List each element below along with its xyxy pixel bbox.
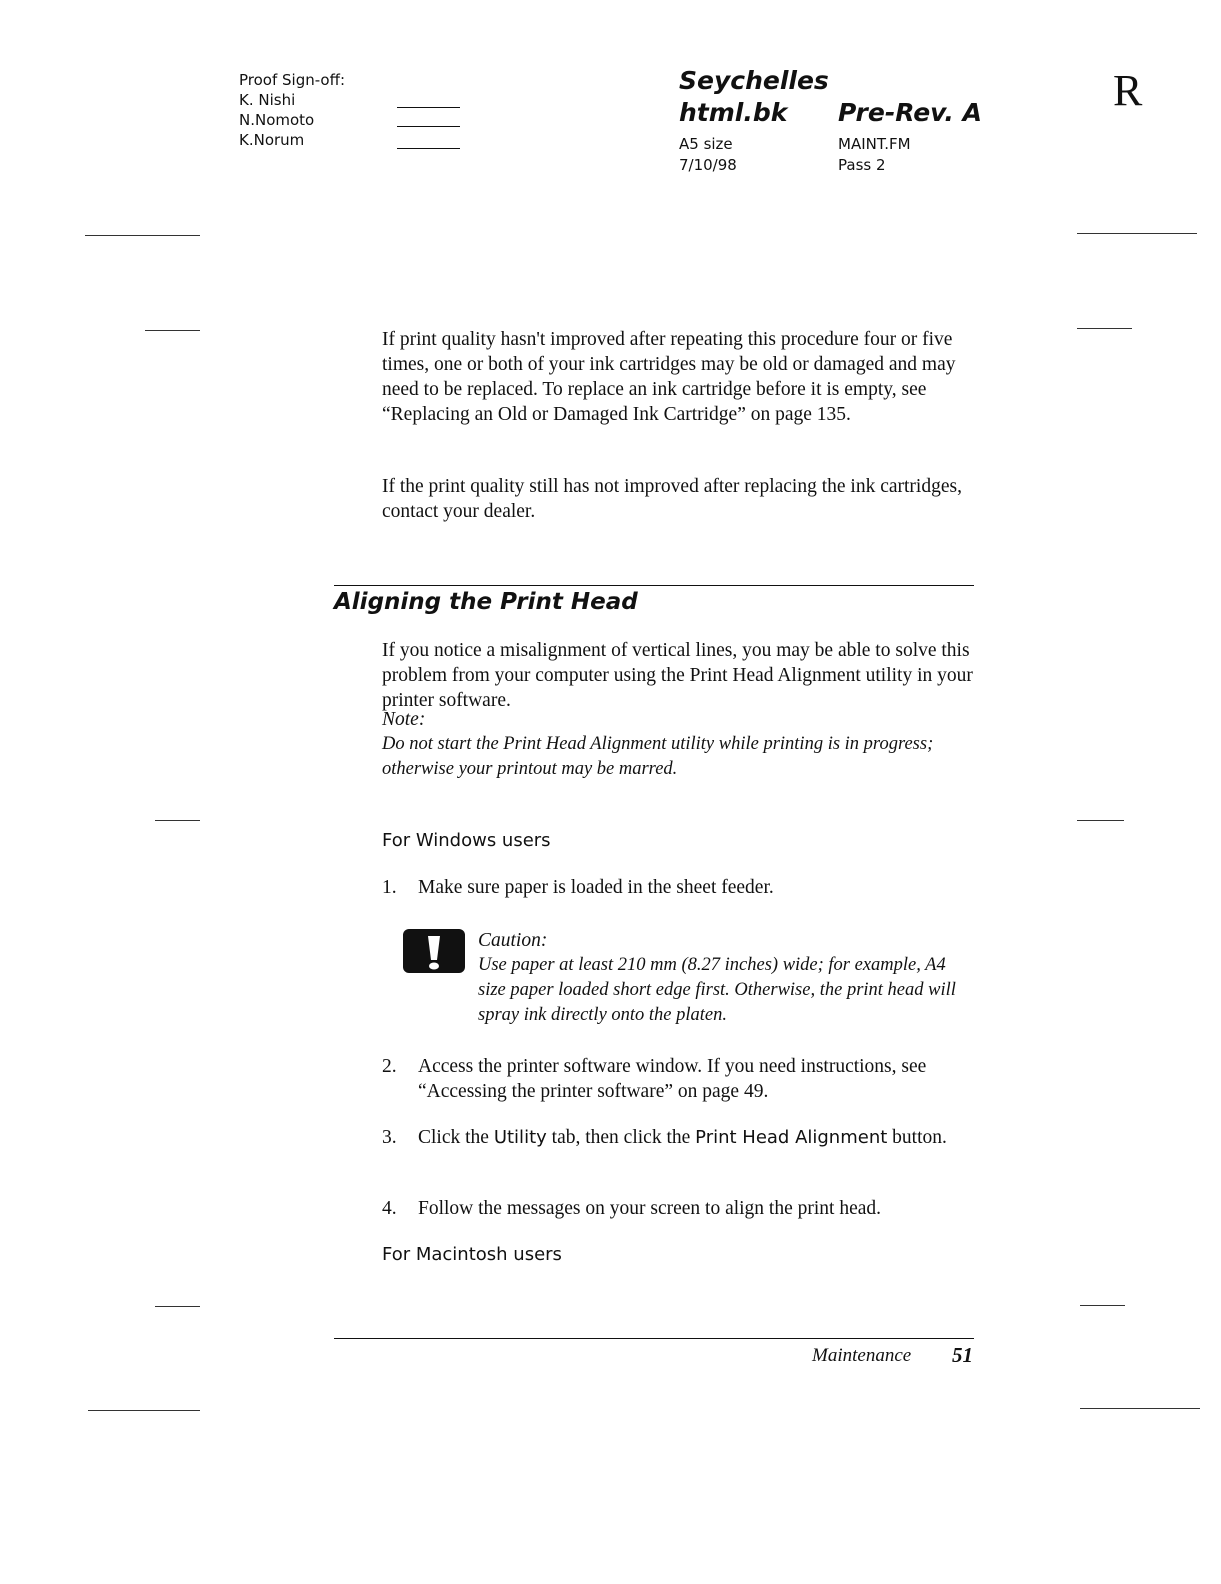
caution-icon: [403, 929, 465, 973]
project-name: Seychelles: [679, 66, 829, 95]
book-name: html.bk: [679, 98, 788, 127]
crop-mark: [1080, 1408, 1200, 1409]
step-number: 1.: [382, 877, 397, 898]
windows-heading: For Windows users: [382, 830, 551, 851]
corner-letter: R: [1113, 66, 1143, 115]
section-heading: Aligning the Print Head: [334, 589, 638, 615]
revision: Pre-Rev. A: [838, 98, 982, 127]
pass: Pass 2: [838, 156, 886, 174]
step-number: 4.: [382, 1198, 397, 1219]
signoff-line: [397, 107, 460, 108]
signoff-line: [397, 126, 460, 127]
step-number: 2.: [382, 1056, 397, 1077]
step-text: Make sure paper is loaded in the sheet feeder.: [418, 877, 774, 898]
crop-mark: [1077, 233, 1197, 234]
crop-mark: [145, 330, 200, 331]
signoff-line: [397, 148, 460, 149]
crop-mark: [155, 820, 200, 821]
note-title: Note:: [382, 709, 426, 730]
step-number: 3.: [382, 1127, 397, 1148]
date: 7/10/98: [679, 156, 737, 174]
ui-label-print-head-alignment: Print Head Alignment: [695, 1127, 888, 1148]
page-number: 51: [952, 1343, 973, 1367]
crop-mark: [155, 1306, 200, 1307]
file-name: MAINT.FM: [838, 135, 911, 153]
caution-title: Caution:: [478, 930, 548, 951]
signoff-name: N.Nomoto: [239, 111, 315, 129]
section-rule: [334, 585, 974, 586]
step-text: Follow the messages on your screen to align the print head.: [418, 1198, 882, 1219]
paragraph: If you notice a misalignment of vertical lines, you may be able to solve this problem from your computer using the Print Head Alignment utility in your printer software.: [382, 640, 973, 711]
crop-mark: [1080, 1305, 1125, 1306]
step-text: Access the printer software window. If you need instructions, see “Accessing the printer software” on page 49.: [418, 1056, 927, 1102]
crop-mark: [1077, 820, 1124, 821]
page-size: A5 size: [679, 135, 733, 153]
note-text: Do not start the Print Head Alignment utility while printing is in progress; otherwise your printout may be marred.: [382, 734, 934, 779]
crop-mark: [88, 1410, 200, 1411]
mac-heading: For Macintosh users: [382, 1244, 562, 1265]
crop-mark: [85, 235, 200, 236]
paragraph: If print quality hasn't improved after repeating this procedure four or five times, one or both of your ink cartridges may be old or damaged and may need to be replaced. To replace an ink cartridge before it is empty, see “Replacing an Old or Damaged Ink Cartridge” on page 135.: [382, 329, 956, 425]
step-text: [418, 1125, 958, 1150]
paragraph: If the print quality still has not improved after replacing the ink cartridges, contact your dealer.: [382, 476, 962, 522]
signoff-name: K.Norum: [239, 131, 305, 149]
footer-chapter: Maintenance: [812, 1345, 912, 1366]
signoff-block: [239, 70, 345, 150]
caution-text: Use paper at least 210 mm (8.27 inches) wide; for example, A4 size paper loaded short edge first. Otherwise, the print head will spray ink directly onto the platen.: [478, 955, 956, 1025]
signoff-name: K. Nishi: [239, 91, 296, 109]
footer-rule: [334, 1338, 974, 1339]
ui-label-utility: Utility: [493, 1127, 547, 1148]
crop-mark: [1077, 328, 1132, 329]
signoff-title: Proof Sign-off:: [239, 71, 345, 89]
step-text-part: tab, then click the: [546, 1127, 696, 1148]
step-text-part: Click the: [418, 1127, 494, 1148]
step-text-part: button.: [887, 1127, 947, 1148]
